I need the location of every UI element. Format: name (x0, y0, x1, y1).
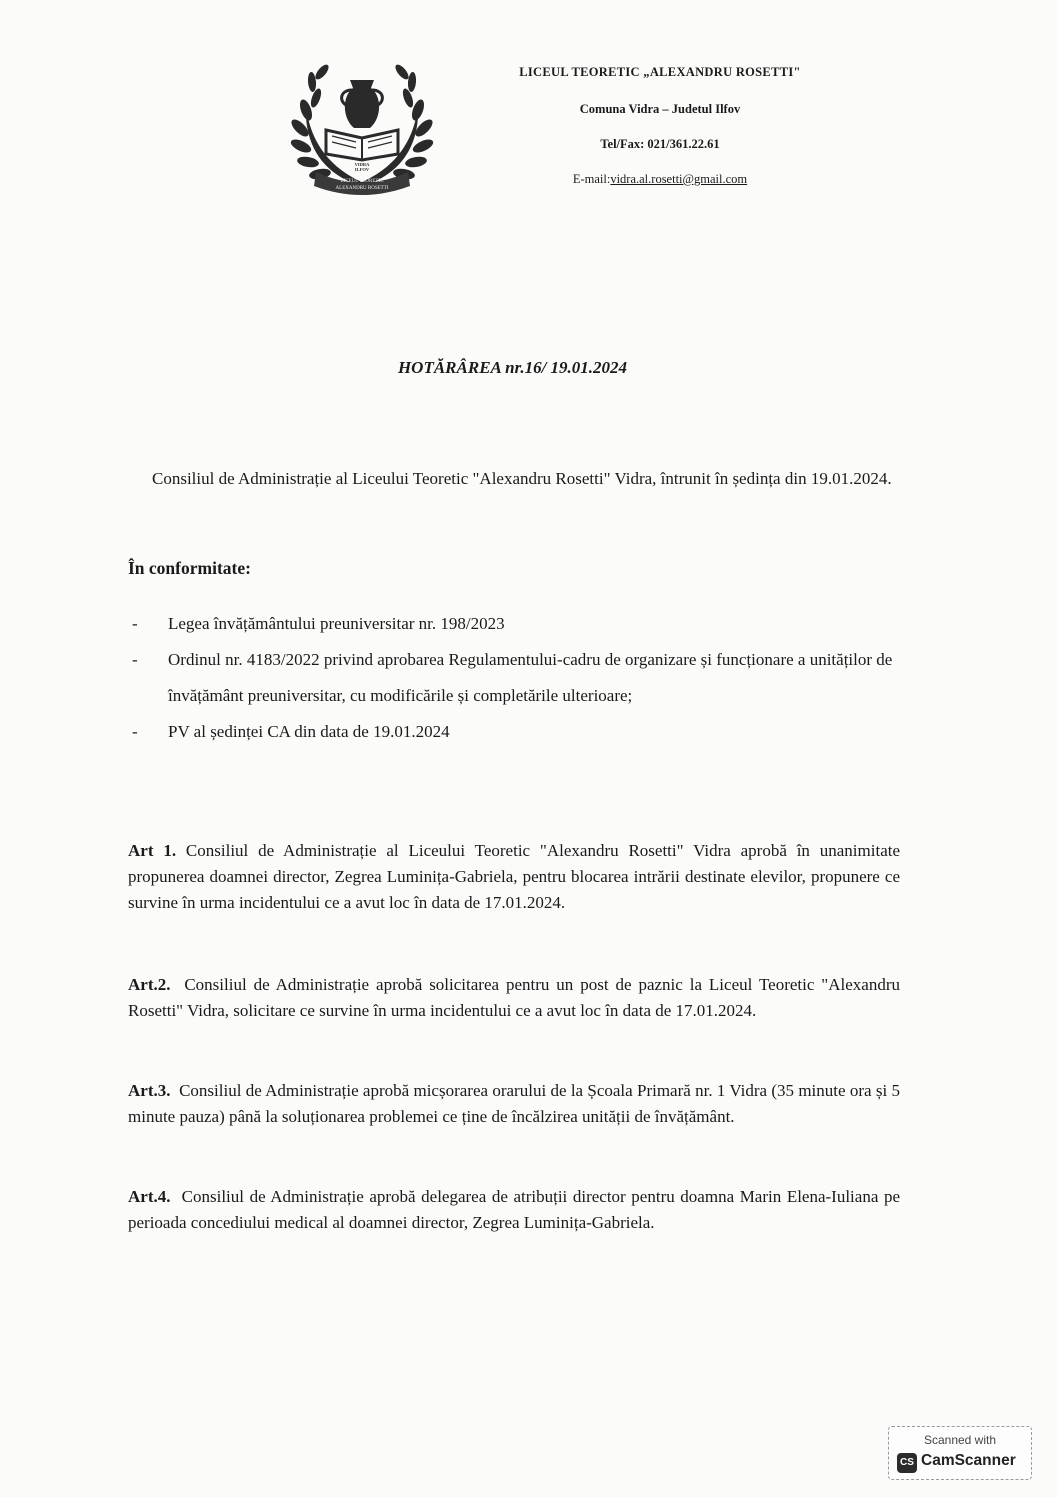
school-name: LICEUL TEORETIC „ALEXANDRU ROSETTI" (519, 65, 801, 79)
conformity-heading: În conformitate: (128, 558, 251, 578)
article-text: Consiliul de Administrație aprobă micșorarea orarului de la Școala Primară nr. 1 Vidra (35 minute ora și 5 minute pauza) până la soluționarea problemei ce ține de încălzirea unității de învățământ. (128, 1081, 900, 1126)
list-item: - Ordinul nr. 4183/2022 privind aprobarea Regulamentului-cadru de organizare și funcționare a unităților de învățământ preuniversitar, cu modificările și completările ulterioare; (132, 650, 893, 705)
article-label: Art.3. (128, 1081, 171, 1100)
article-text: Consiliul de Administrație al Liceului Teoretic "Alexandru Rosetti" Vidra aprobă în unanimitate propunerea doamnei director, Zegrea Luminița-Gabriela, pentru blocarea intrării destinate elevilor, propunere ce survine în urma incidentului ce a avut loc în data de 17.01.2024. (128, 841, 901, 912)
list-item-text: Legea învățământului preuniversitar nr. 198/2023 (168, 614, 505, 633)
school-commune: Comuna Vidra – Judetul Ilfov (579, 102, 741, 116)
camscanner-logo-icon: CS (897, 1453, 917, 1473)
article-1 (128, 838, 900, 916)
article-text: Consiliul de Administrație aprobă solicitarea pentru un post de paznic la Liceul Teoretic "Alexandru Rosetti" Vidra, solicitare ce survine în urma incidentului ce a avut loc în data de 17.01.2024. (128, 975, 901, 1020)
article-label: Art.2. (128, 975, 171, 994)
decision-title: HOTĂRÂREA nr.16/ 19.01.2024 (397, 358, 628, 377)
article-text: Consiliul de Administrație aprobă delegarea de atribuții director pentru doamna Marin Elena-Iuliana pe perioada concediului medical al doamnei director, Zegrea Luminița-Gabriela. (128, 1187, 900, 1232)
article-3 (128, 1078, 900, 1130)
list-item: - Legea învățământului preuniversitar nr. 198/2023 (132, 614, 505, 633)
article-2 (128, 972, 900, 1024)
intro-paragraph: Consiliul de Administrație al Liceului Teoretic "Alexandru Rosetti" Vidra, întrunit în ședința din 19.01.2024. (152, 469, 892, 488)
article-label: Art.4. (128, 1187, 171, 1206)
emblem-ribbon-1: LICEUL TEORETIC (340, 179, 384, 184)
article-4 (128, 1184, 900, 1236)
school-laurel-emblem-icon (286, 58, 438, 200)
article-label: Art 1. (128, 841, 177, 860)
conformity-list (128, 606, 900, 750)
camscanner-watermark (888, 1426, 1032, 1480)
list-item-text: PV al ședinței CA din data de 19.01.2024 (168, 722, 450, 741)
email-label: E-mail: (572, 172, 611, 186)
letterhead (470, 66, 850, 186)
school-email-line (470, 173, 850, 186)
list-item-text: Ordinul nr. 4183/2022 privind aprobarea Regulamentului-cadru de organizare și funcționare a unităților de învățământ preuniversitar, cu modificările și completările ulterioare; (168, 650, 893, 705)
school-phone: Tel/Fax: 021/361.22.61 (600, 137, 720, 151)
watermark-name: CamScanner (921, 1452, 1016, 1469)
watermark-caption: Scanned with (923, 1433, 997, 1447)
list-item: - PV al ședinței CA din data de 19.01.2024 (132, 722, 450, 741)
email-link[interactable]: vidra.al.rosetti@gmail.com (610, 172, 748, 186)
emblem-text-1: VIDRA (354, 162, 370, 167)
emblem-ribbon-2: ALEXANDRU ROSETTI (335, 186, 389, 191)
emblem-text-2: ILFOV (354, 167, 370, 172)
